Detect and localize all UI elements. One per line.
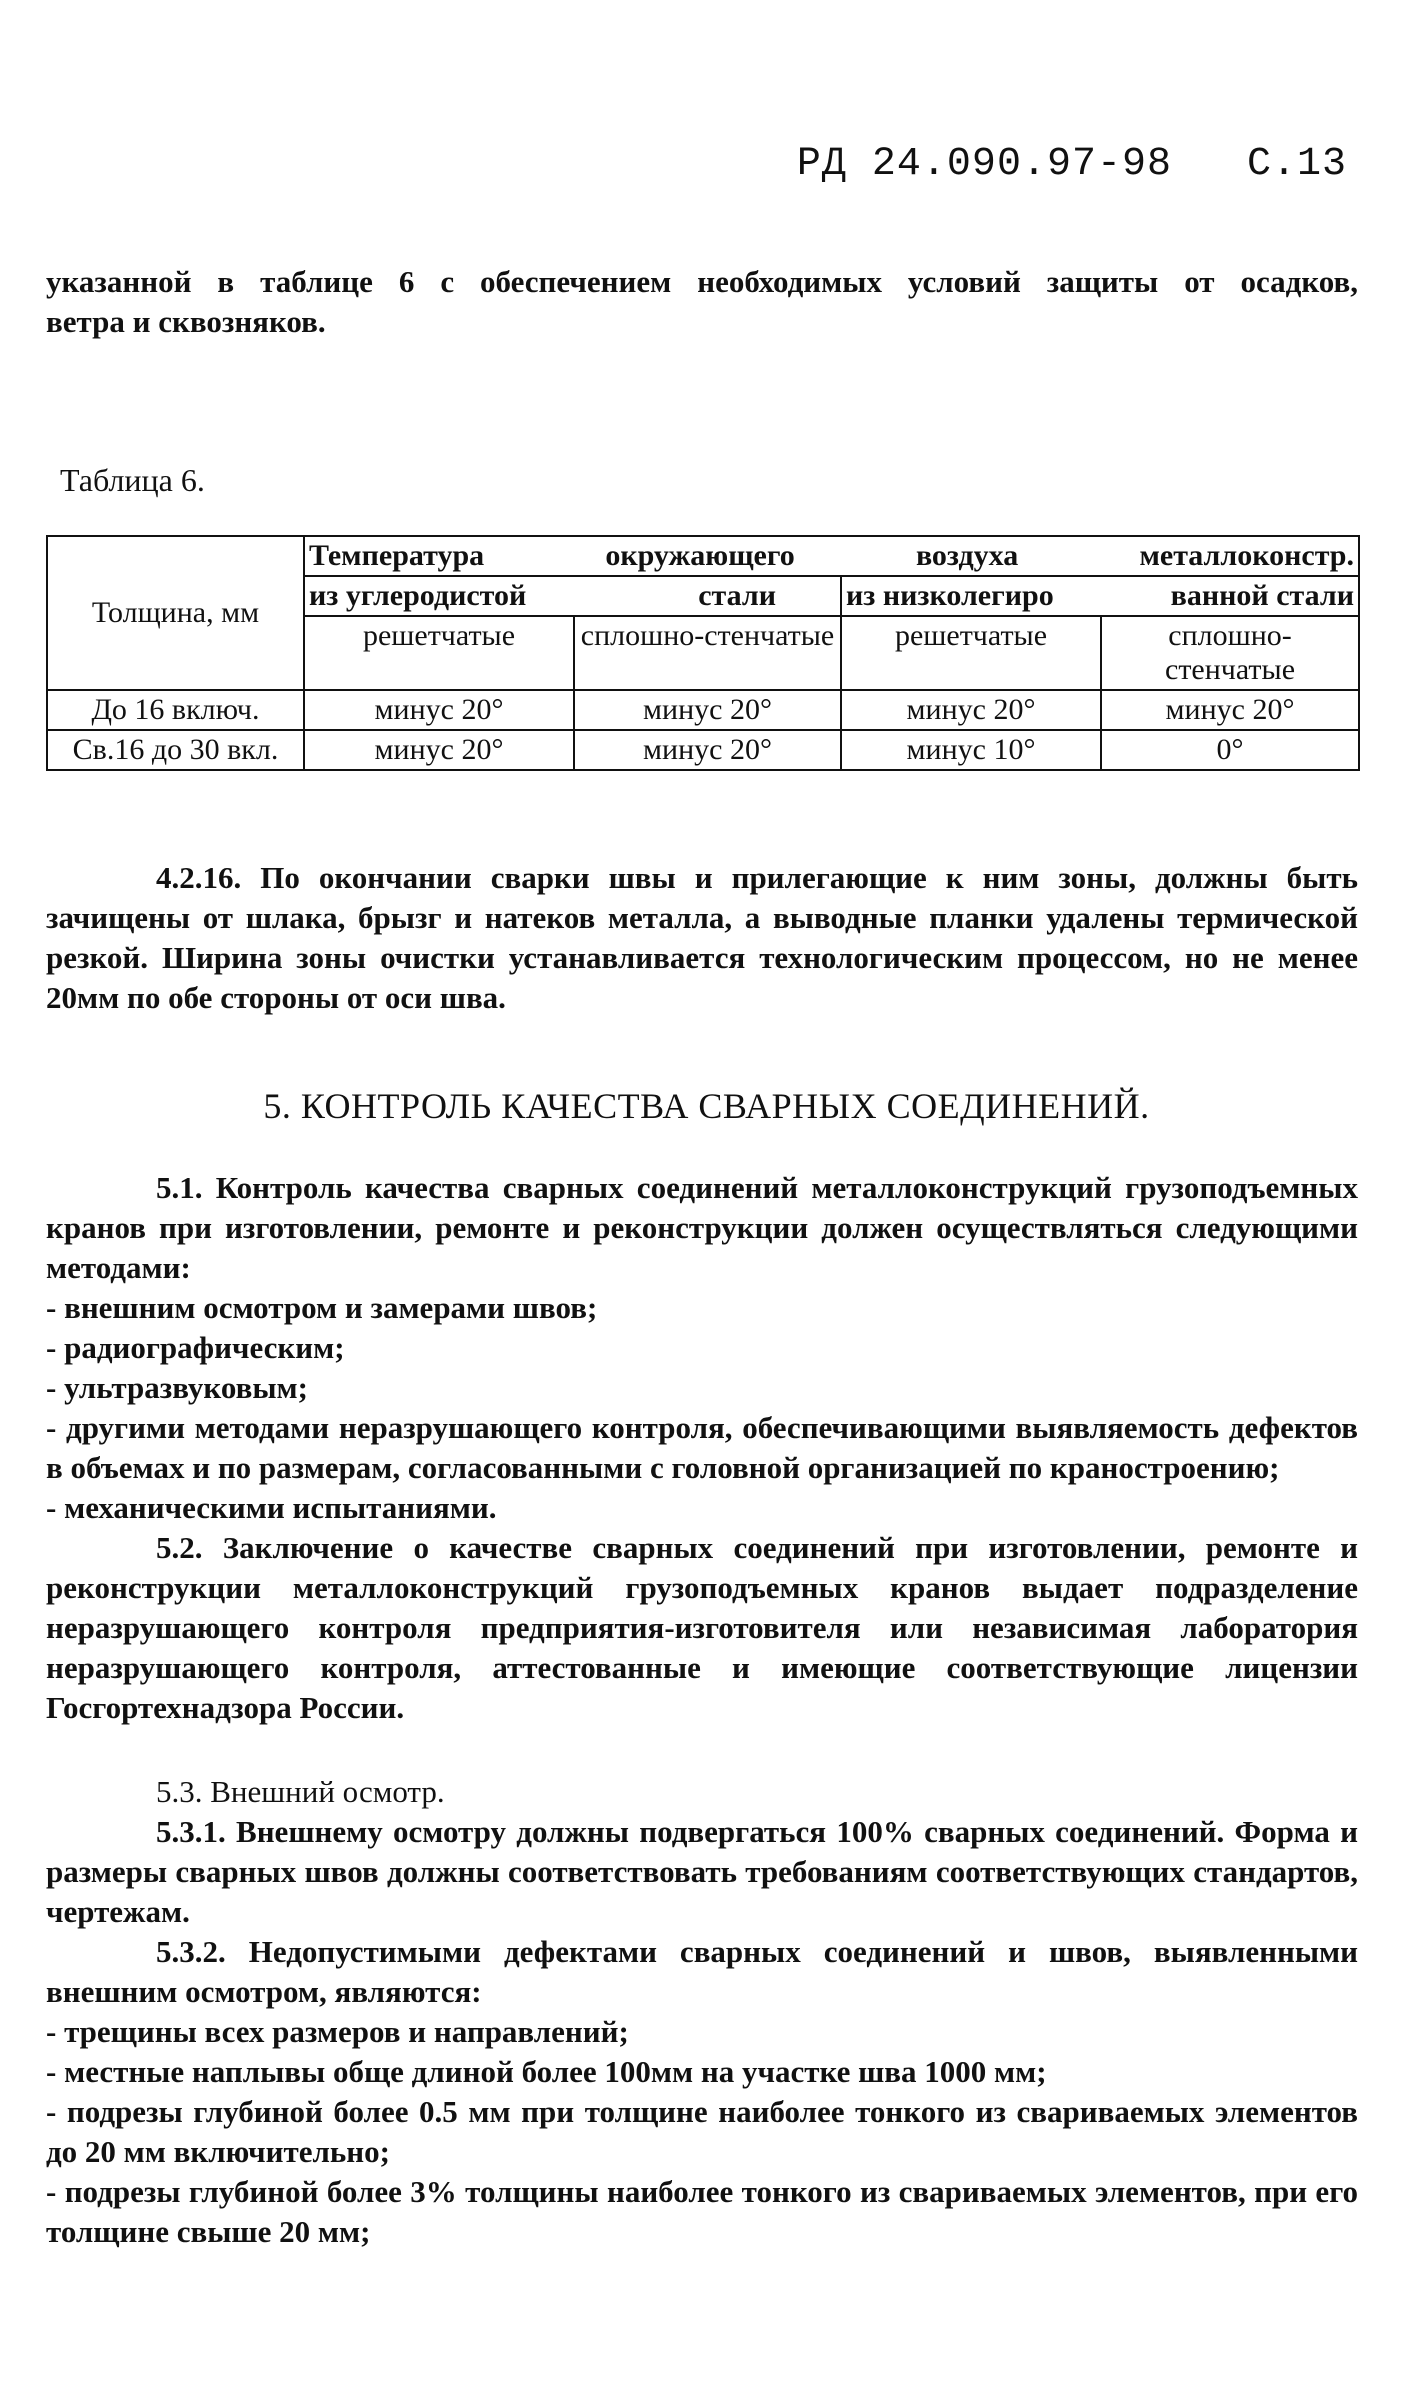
table-row xyxy=(47,730,1359,770)
group-word-1: Температура xyxy=(309,539,485,572)
list-item: - ультразвуковым; xyxy=(46,1370,308,1405)
row-value: минус 20° xyxy=(841,690,1101,730)
doc-code: РД 24.090.97-98 xyxy=(796,142,1172,187)
row-value: минус 20° xyxy=(574,690,841,730)
section-5-title: 5. КОНТРОЛЬ КАЧЕСТВА СВАРНЫХ СОЕДИНЕНИЙ. xyxy=(263,1086,1150,1126)
list-item: - внешним осмотром и замерами швов; xyxy=(46,1290,598,1325)
thickness-header: Толщина, мм xyxy=(47,536,304,690)
table-row xyxy=(47,690,1359,730)
section-5-body xyxy=(46,1168,1358,2252)
intro-paragraph xyxy=(46,262,1358,342)
p4216-text: 4.2.16. По окончании сварки швы и прилегающие к ним зоны, должны быть зачищены от шлака, брызг и натеков металла, а выводные планки удалены термической резкой. Ширина зоны очистки устанавливается технологическим процессом, но не менее 20мм по обе стороны от оси шва. xyxy=(46,860,1358,1015)
table-caption: Таблица 6. xyxy=(60,462,205,498)
lowalloy-word-1: из низколегиро xyxy=(846,579,1054,612)
carbon-word-2: стали xyxy=(698,579,776,612)
row-value: минус 20° xyxy=(1101,690,1359,730)
list-item: - другими методами неразрушающего контроля, обеспечивающими выявляемость дефектов в объемах и по размерам, согласованными с головной организацией по краностроению; xyxy=(46,1410,1358,1485)
sub-header-solid-lowalloy: сплошно-стенчатые xyxy=(1101,616,1359,690)
row-value: минус 20° xyxy=(304,690,574,730)
row-thickness: До 16 включ. xyxy=(47,690,304,730)
table-6 xyxy=(46,535,1360,771)
p531-text: 5.3.1. Внешнему осмотру должны подвергаться 100% сварных соединений. Форма и размеры сварных швов должны соответствовать требованиям соответствующих стандартов, чертежам. xyxy=(46,1814,1358,1929)
group-word-4: металлоконстр. xyxy=(1139,539,1354,572)
p52-text: 5.2. Заключение о качестве сварных соединений при изготовлении, ремонте и реконструкции металлоконструкций грузоподъемных кранов выдает подразделение неразрушающего контроля предприятия-изготовителя или независимая лаборатория неразрушающего контроля, аттестованные и имеющие соответствующие лицензии Госгортехнадзора России. xyxy=(46,1530,1358,1725)
group-word-2: окружающего xyxy=(605,539,795,572)
row-value: 0° xyxy=(1101,730,1359,770)
group-word-3: воздуха xyxy=(915,539,1019,572)
row-value: минус 10° xyxy=(841,730,1101,770)
intro-line-2: ветра и сквозняков. xyxy=(46,304,326,339)
sub-header-solid-carbon: сплошно-стенчатые xyxy=(574,616,841,690)
list-item: - подрезы глубиной более 3% толщины наиболее тонкого из свариваемых элементов, при его толщине свыше 20 мм; xyxy=(46,2174,1358,2249)
list-item: - подрезы глубиной более 0.5 мм при толщине наиболее тонкого из свариваемых элементов до 20 мм включительно; xyxy=(46,2094,1358,2169)
row-value: минус 20° xyxy=(304,730,574,770)
carbon-word-1: из углеродистой xyxy=(309,579,527,612)
row-thickness: Св.16 до 30 вкл. xyxy=(47,730,304,770)
page-header xyxy=(797,142,1347,187)
list-item: - трещины всех размеров и направлений; xyxy=(46,2014,629,2049)
sub-header-lattice-carbon: решетчатые xyxy=(304,616,574,690)
lowalloy-word-2: ванной стали xyxy=(1170,579,1355,612)
page-number: С.13 xyxy=(1246,142,1347,187)
sub-header-lattice-lowalloy: решетчатые xyxy=(841,616,1101,690)
p51-text: 5.1. Контроль качества сварных соединений металлоконструкций грузоподъемных кранов при изготовлении, ремонте и реконструкции должен осуществляться следующими методами: xyxy=(46,1170,1358,1285)
intro-line-1: указанной в таблице 6 с обеспечением необходимых условий защиты от осадков, xyxy=(46,264,1358,299)
paragraph-4-2-16 xyxy=(46,858,1358,1018)
row-value: минус 20° xyxy=(574,730,841,770)
p53-heading: 5.3. Внешний осмотр. xyxy=(156,1774,445,1809)
list-item: - механическими испытаниями. xyxy=(46,1490,497,1525)
temperature-group-header xyxy=(304,536,1359,576)
carbon-steel-header xyxy=(304,576,841,616)
list-item: - местные наплывы обще длиной более 100мм на участке шва 1000 мм; xyxy=(46,2054,1047,2089)
list-item: - радиографическим; xyxy=(46,1330,345,1365)
p532-text: 5.3.2. Недопустимыми дефектами сварных соединений и швов, выявленными внешним осмотром, являются: xyxy=(46,1934,1358,2009)
lowalloy-steel-header xyxy=(841,576,1359,616)
